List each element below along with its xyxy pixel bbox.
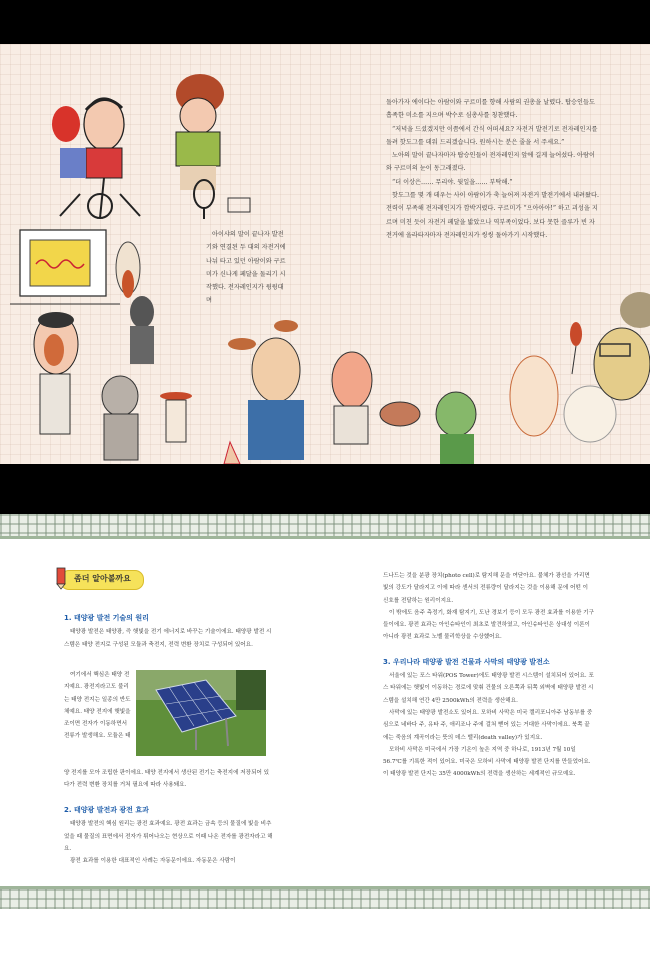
- solar-panel-photo: [136, 670, 266, 756]
- section-2-paragraph-2: 광전 효과를 이용한 대표적인 사례는 자동문이에요. 자동문은 사람이: [70, 858, 236, 865]
- badge-label: 좀더 알아볼까요: [74, 574, 131, 583]
- right-paragraph-2: 이 밖에도 음주 측정기, 화재 탐지기, 도난 경보기 등이 모두 광전 효과를 이용한 기구들이에요. 광전 효과는 아인슈타인이 최초로 발견하였고, 아인슈타인은 상대성 이론이 아니라 광전 효과로 노벨 물리학상을 수상했어요.: [383, 609, 594, 641]
- section-1-after-paragraph: 양 전지를 모아 조립한 판이에요. 태양 전지에서 생산된 전기는 축전지에 저장되어 있다가 전력 변환 장치를 거쳐 필요에 따라 사용돼요.: [64, 770, 270, 789]
- plaid-line-top: [0, 536, 650, 539]
- bicycle-rider-right-illustration: [176, 74, 250, 219]
- story-page: [0, 44, 650, 464]
- story-paragraph-5: 핫도그를 몇 개 데우는 사이 아람이가 축 늘어져 자전거 발전기에서 내려왔다. 전력이 부족해 전자레인지가 깜박거렸다. 구르미가 “으아아아!” 하고 괴성을 지르며 미친 듯이 자전거 페달을 밟았으나 역부족이었다. 보다 못한 즐루가 빈 자전거에 올라타자마자 전자레인지가 씽씽 돌아가기 시작했다.: [386, 192, 599, 239]
- plaid-border-top: [0, 514, 650, 536]
- story-paragraph-1: 돌아가자 에이다는 아람이와 구르미를 향해 사람의 권총을 날렸다. 탑승인들도 흡족한 미소를 지으며 박수로 심총사를 칭찬했다.: [386, 99, 595, 120]
- section-1-heading: 1. 태양광 발전 기술의 원리: [64, 614, 149, 622]
- plaid-border-bottom: [0, 889, 650, 909]
- crowd-illustration: [34, 242, 650, 464]
- info-left-column: [64, 608, 274, 651]
- story-paragraph-4: “더 이상은…… 무리야. 뒷일을…… 부탁해.”: [392, 178, 513, 186]
- right-paragraph-1: 드나드는 것을 분광 장치(photo cell)로 탐지해 문을 여닫아요. 불체가 광선을 가리면 빛의 강도가 달라지고 이에 따라 센서의 전류량이 달라지는 것을 이용해 문에 어떤 이 신호를 전달하는 원리이지요.: [383, 573, 590, 604]
- story-paragraph-3: 노아의 말이 끝나자마자 탑승인들이 전자레인지 앞에 길게 늘어섰다. 아람이와 구르미의 눈이 동그래졌다.: [386, 152, 595, 173]
- bicycle-rider-left-illustration: [52, 98, 140, 218]
- section-3-heading: 3. 우리나라 태양광 발전 건물과 사막의 태양광 발전소: [383, 657, 550, 666]
- section-2-heading: 2. 태양광 발전과 광전 효과: [64, 806, 149, 814]
- microwave-illustration: [10, 230, 120, 304]
- section-1-float-paragraph: 여기에서 핵심은 태양 전지예요. 광전지라고도 불리는 태양 전지는 일종의 반도체예요. 태양 전지에 햇빛을 조이면 전자가 이동하면서 전류가 발생해요. 모듈은 태: [64, 672, 131, 740]
- story-text-left: [206, 228, 288, 308]
- section-3-paragraph-2: 사막에 있는 태양광 발전소도 있어요. 모하비 사막은 미국 캘리포니아주 남동부를 중심으로 네바다 주, 유타 주, 애리조나 주에 걸쳐 뻗어 있는 거대한 사막이에요. 북쪽 끝에는 죽음의 계곡이라는 뜻의 데스 밸리(death valley)가 있지요.: [383, 709, 593, 741]
- section-1-float-text: [64, 669, 132, 743]
- top-black-band: [0, 0, 650, 44]
- section-2-paragraph-1: 태양광 발전의 핵심 원리는 광전 효과예요. 광전 효과는 금속 등의 물질에 빛을 비추었을 때 물질의 표면에서 전자가 튀어나오는 현상으로 이때 나온 전자를 광전자라고 해요.: [64, 821, 273, 852]
- story-left-paragraph: 아이샤의 말이 끝나자 발전기와 연결된 두 대의 자전거에 나눠 타고 있던 아람이와 구르미가 신나게 페달을 돌리기 시작했다. 전자레인지가 윙윙대며: [206, 231, 286, 305]
- info-right-column: [383, 570, 595, 781]
- pencil-icon: [54, 566, 68, 590]
- story-paragraph-2: “저녁을 드셨겠지만 이쯤에서 간식 어떠세요? 자전거 발전기로 전자레인지를 돌려 핫도그를 데워 드리겠습니다. 원하시는 분은 줄을 서 주세요.”: [386, 125, 598, 146]
- middle-black-band: [0, 464, 650, 514]
- section-3-paragraph-1: 서울에 있는 포스 타워(POS Tower)에도 태양광 발전 시스템이 설치되어 있어요. 포스 타워에는 햇빛이 이동하는 경로에 맞춰 건물의 오른쪽과 뒤쪽 외벽에 태양광 발전 시스템을 설치해 연간 4만 2500kWh의 전력을 생산해요.: [383, 673, 594, 704]
- info-left-column-section-2: [64, 800, 274, 867]
- story-text-right: [386, 96, 600, 242]
- section-3-paragraph-3: 모하비 사막은 미국에서 가장 기온이 높은 지역 중 하나로, 1913년 7월 10일 56.7℃를 기록한 적이 있어요. 미국은 모하비 사막에 태양광 발전 단지를 만들었어요. 이 태양광 발전 단지는 35만 4000kWh의 전력을 생산하는 세계적인 규모예요.: [383, 746, 591, 778]
- section-1-paragraph: 태양광 발전은 태양광, 즉 햇빛을 전기 에너지로 바꾸는 기술이에요. 태양광 발전 시스템은 태양 전지로 구성된 모듈과 축전지, 전력 변환 장치로 구성되어 있어요.: [64, 629, 272, 648]
